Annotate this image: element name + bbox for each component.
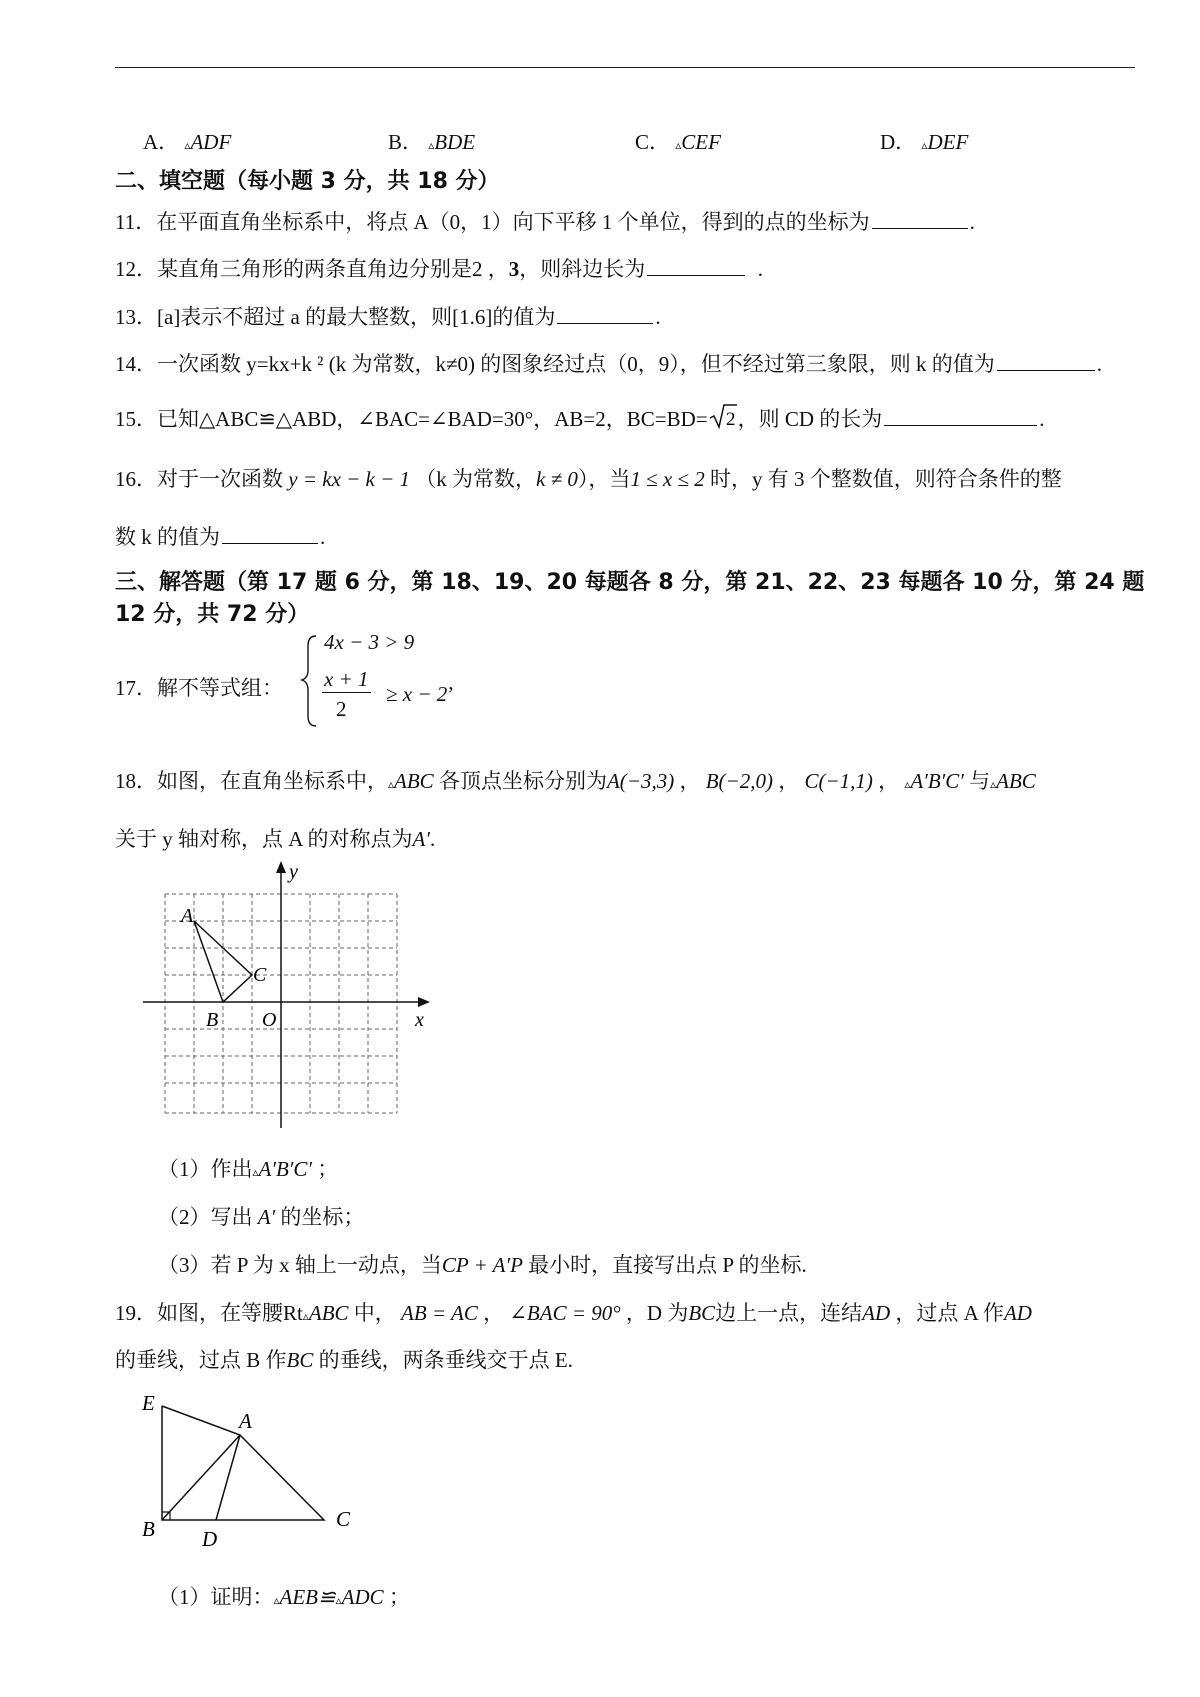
option-d: D． ▵DEF (880, 130, 969, 154)
question-16-line2: 数 k 的值为 . (115, 525, 326, 549)
label-A: A (181, 905, 194, 927)
label-B: B (142, 1517, 155, 1541)
question-16-line1: 16．对于一次函数 y = kx − k − 1 （k 为常数，k ≠ 0），当1 ≤ x ≤ 2 时，y 有 3 个整数值，则符合条件的整 (115, 467, 1062, 491)
inequality-2-denominator: 2 (336, 697, 347, 721)
question-11: 11．在平面直角坐标系中，将点 A（0，1）向下平移 1 个单位，得到的点的坐标为 . (115, 210, 975, 234)
question-12: 12．某直角三角形的两条直角边分别是2 ，3，则斜边长为 . (115, 257, 763, 281)
section-3-title-line1: 三、解答题（第 17 题 6 分，第 18、19、20 每题各 8 分，第 21、22、23 每题各 10 分，第 24 题 (115, 570, 1145, 595)
sqrt-2 (708, 402, 738, 436)
option-c: C． ▵CEF (635, 130, 721, 154)
section-2-title: 二、填空题（每小题 3 分，共 18 分） (115, 169, 500, 194)
label-O: O (262, 1009, 277, 1031)
svg-text:2: 2 (725, 409, 736, 430)
question-19-line1: 19．如图，在等腰Rt▵ABC 中， AB = AC ， ∠BAC = 90° ，D 为BC边上一点，连结AD ，过点 A 作AD (115, 1301, 1032, 1325)
question-18-sub3: （3）若 P 为 x 轴上一动点，当CP + A′P 最小时，直接写出点 P 的坐标. (158, 1253, 807, 1277)
question-18-sub1: （1）作出▵A′B′C′ ； (158, 1157, 339, 1181)
label-E: E (142, 1391, 155, 1415)
inequality-1: 4x − 3 > 9 (324, 630, 415, 654)
question-15: 15．已知△ABC≌△ABD，∠BAC=∠BAD=30°，AB=2，BC=BD= 2 ，则 CD 的长为 . (115, 402, 1045, 436)
question-18-line2: 关于 y 轴对称，点 A 的对称点为A′. (115, 827, 436, 851)
coordinate-grid-figure (138, 858, 438, 1153)
question-19-line2: 的垂线，过点 B 作BC 的垂线，两条垂线交于点 E. (115, 1348, 573, 1372)
label-y: y (289, 861, 298, 883)
inequality-2-numerator: x + 1 (324, 667, 369, 691)
question-19-sub1: （1）证明：▵AEB≌▵ADC ； (158, 1585, 410, 1609)
label-C: C (253, 964, 267, 986)
header-rule (115, 67, 1135, 68)
option-a: A． ▵ADF (143, 130, 232, 154)
label-D: D (202, 1527, 218, 1551)
question-17-label: 17．解不等式组： (115, 676, 283, 700)
question-13: 13．[a]表示不超过 a 的最大整数，则[1.6]的值为 . (115, 305, 661, 329)
label-C: C (336, 1507, 351, 1531)
question-14: 14．一次函数 y=kx+k ² (k 为常数，k≠0) 的图象经过点（0，9），但不经过第三象限，则 k 的值为 . (115, 352, 1102, 376)
question-18-sub2: （2）写出 A′ 的坐标； (158, 1205, 365, 1229)
question-18-line1: 18．如图，在直角坐标系中，▵ABC 各顶点坐标分别为A(−3,3) ， B(−2,0) ， C(−1,1) ， ▵A′B′C′ 与▵ABC (115, 769, 1036, 793)
inequality-2-rhs: ≥ x − 2’ (386, 682, 455, 706)
label-B: B (206, 1009, 219, 1031)
triangle-figure (138, 1390, 368, 1565)
label-A: A (239, 1409, 252, 1433)
label-x: x (415, 1009, 424, 1031)
section-3-title-line2: 12 分，共 72 分） (115, 602, 310, 627)
option-b: B． ▵BDE (388, 130, 476, 154)
